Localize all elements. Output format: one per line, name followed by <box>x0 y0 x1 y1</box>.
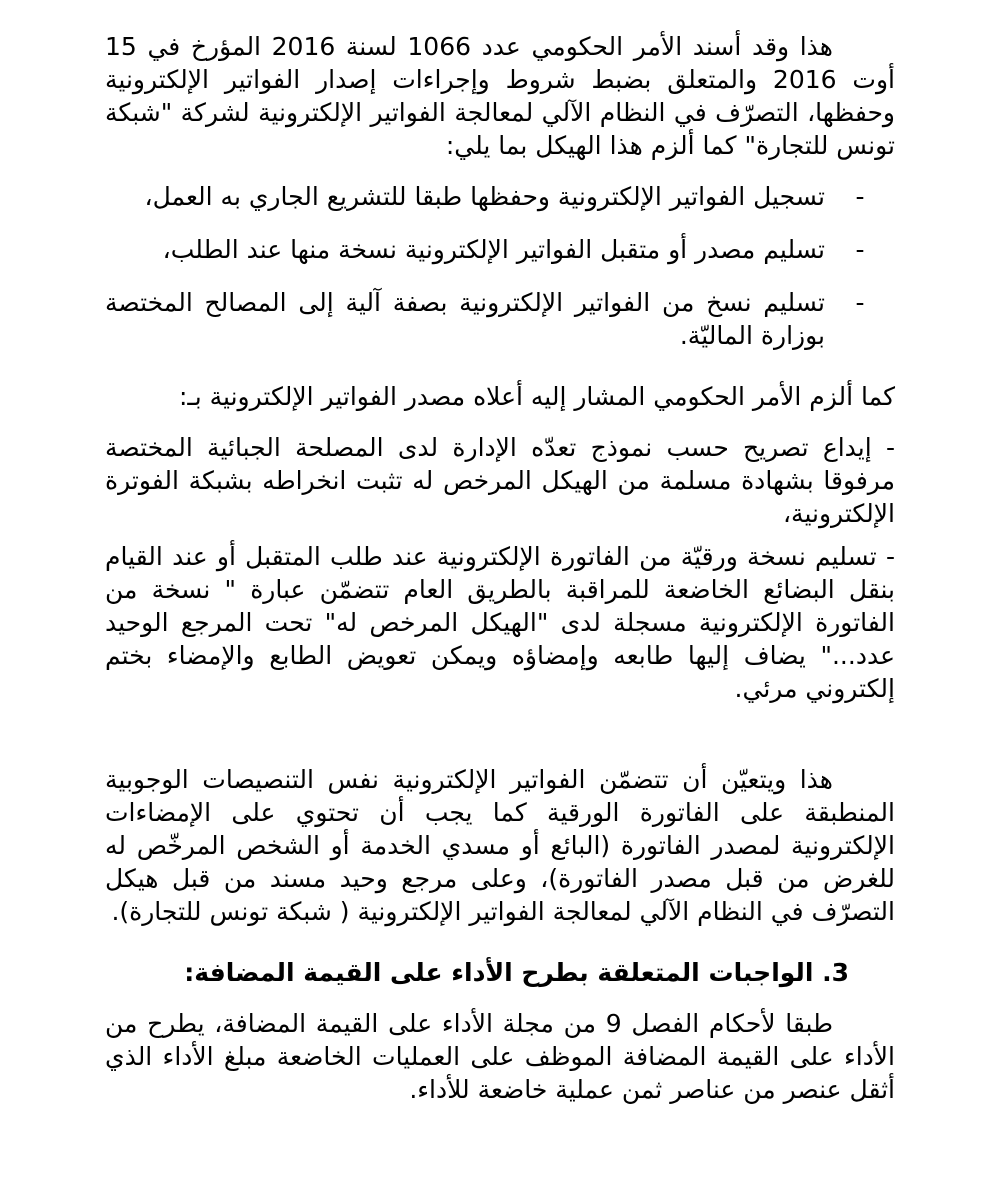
contents-paragraph: هذا ويتعيّن أن تتضمّن الفواتير الإلكترونية نفس التنصيصات الوجوبية المنطبقة على الفاتورة الورقية كما يجب أن تحتوي على الإمضاءات الإلكترونية لمصدر الفاتورة (البائع أو مسدي الخدمة أو الشخص المرخّص له للغرض من قبل مصدر الفاتورة)، وعلى مرجع وحيد مسند من قبل هيكل التصرّف في النظام الآلي لمعالجة الفواتير الإلكترونية ( شبكة تونس للتجارة). <box>105 765 895 926</box>
intro-paragraph: هذا وقد أسند الأمر الحكومي عدد 1066 لسنة 2016 المؤرخ في 15 أوت 2016 والمتعلق بضبط شروط وإجراءات إصدار الفواتير الإلكترونية وحفظها، التصرّف في النظام الآلي لمعالجة الفواتير الإلكترونية لشركة "شبكة تونس للتجارة" كما ألزم هذا الهيكل بما يلي: <box>105 32 895 160</box>
list-item <box>105 233 895 266</box>
obligations-intro: كما ألزم الأمر الحكومي المشار إليه أعلاه مصدر الفواتير الإلكترونية بـ: <box>179 382 895 411</box>
spacer <box>105 352 895 380</box>
spacer <box>105 928 895 956</box>
dash-marker: - <box>855 182 865 211</box>
document-page <box>105 30 895 1106</box>
list-item-text: تسجيل الفواتير الإلكترونية وحفظها طبقا للتشريع الجاري به العمل، <box>144 182 825 211</box>
dash-marker: - <box>855 288 865 317</box>
issuer-duty-item: - إيداع تصريح حسب نموذج تعدّه الإدارة لدى المصلحة الجبائية المختصة مرفوقا بشهادة مسلمة من الهيكل المرخص له تثبت انخراطه بشبكة الفوترة الإلكترونية، <box>105 433 895 528</box>
issuer-duty-item: - تسليم نسخة ورقيّة من الفاتورة الإلكترونية عند طلب المتقبل أو عند القيام بنقل البضائع الخاضعة للمراقبة بالطريق العام تتضمّن عبارة " نسخة من الفاتورة الإلكترونية مسجلة لدى "الهيكل المرخص له" تحت المرجع الوحيد عدد..." يضاف إليها طابعه وإمضاؤه ويمكن تعويض الطابع والإمضاء بختم إلكتروني مرئي. <box>105 542 895 703</box>
list-item-text: تسليم مصدر أو متقبل الفواتير الإلكترونية نسخة منها عند الطلب، <box>162 235 825 264</box>
spacer <box>105 989 895 1007</box>
spacer <box>105 715 895 763</box>
list-item <box>105 180 895 213</box>
section-body: طبقا لأحكام الفصل 9 من مجلة الأداء على القيمة المضافة، يطرح من الأداء على القيمة المضافة الموظف على العمليات الخاضعة مبلغ الأداء الذي أثقل عنصر من عناصر ثمن عملية خاضعة للأداء. <box>105 1009 895 1104</box>
network-duties-list <box>105 180 895 352</box>
spacer <box>105 162 895 180</box>
section-heading: 3. الواجبات المتعلقة بطرح الأداء على القيمة المضافة: <box>184 958 849 987</box>
spacer <box>105 413 895 431</box>
list-item <box>105 286 895 352</box>
list-item-text: تسليم نسخ من الفواتير الإلكترونية بصفة آلية إلى المصالح المختصة بوزارة الماليّة. <box>105 288 825 350</box>
dash-marker: - <box>855 235 865 264</box>
